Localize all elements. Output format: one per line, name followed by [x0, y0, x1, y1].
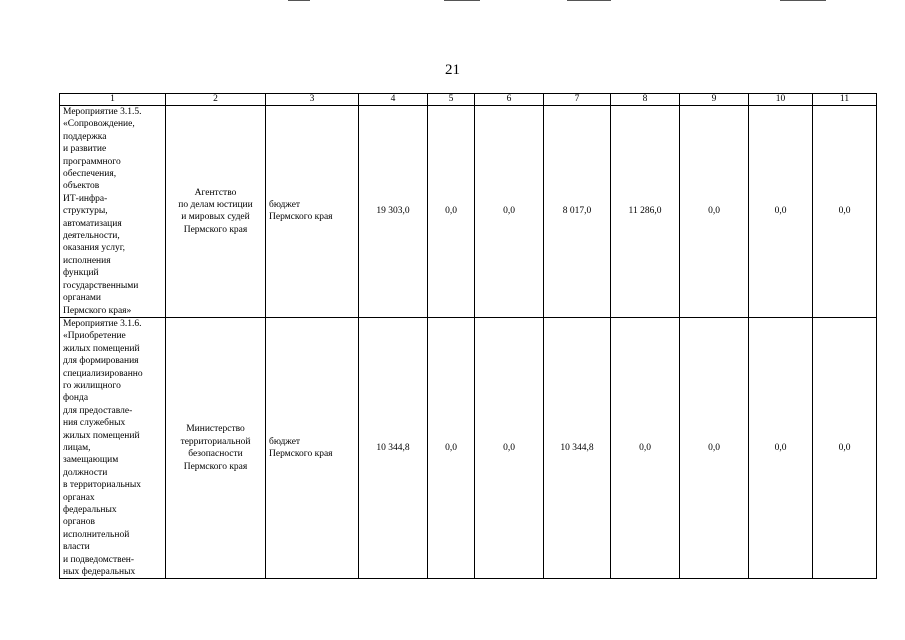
column-number: 5 — [428, 94, 475, 106]
column-number: 1 — [60, 94, 166, 106]
column-number: 3 — [266, 94, 359, 106]
value-cell: 0,0 — [680, 106, 749, 318]
funding-source-cell: бюджет Пермского края — [266, 106, 359, 318]
column-number: 11 — [813, 94, 877, 106]
activity-name-cell: Мероприятие 3.1.6. «Приобретение жилых помещений для формирования специализированно го жилищного фонда для предоставле- ния служебных жилых помещений лицам, замещающим должности в территориальных органах федеральных органов исполнительной власти и подведомствен- ных федеральных — [60, 317, 166, 579]
column-number: 6 — [475, 94, 544, 106]
column-number: 4 — [359, 94, 428, 106]
budget-table — [59, 93, 877, 579]
column-number: 2 — [166, 94, 266, 106]
value-cell: 0,0 — [813, 317, 877, 579]
value-cell: 11 286,0 — [611, 106, 680, 318]
value-cell: 0,0 — [428, 106, 475, 318]
value-cell: 0,0 — [749, 106, 813, 318]
table-row — [60, 317, 877, 579]
table-row — [60, 106, 877, 318]
value-cell: 0,0 — [475, 317, 544, 579]
value-cell: 0,0 — [680, 317, 749, 579]
top-edge-marks — [0, 0, 905, 4]
value-cell: 0,0 — [749, 317, 813, 579]
value-cell: 0,0 — [428, 317, 475, 579]
column-number: 8 — [611, 94, 680, 106]
value-cell: 0,0 — [611, 317, 680, 579]
executor-cell: Агентство по делам юстиции и мировых судей Пермского края — [166, 106, 266, 318]
value-cell: 19 303,0 — [359, 106, 428, 318]
value-cell: 0,0 — [813, 106, 877, 318]
executor-cell: Министерство территориальной безопасности Пермского края — [166, 317, 266, 579]
funding-source-cell: бюджет Пермского края — [266, 317, 359, 579]
column-number-row — [60, 94, 877, 106]
value-cell: 10 344,8 — [359, 317, 428, 579]
activity-name-cell: Мероприятие 3.1.5. «Сопровождение, поддержка и развитие программного обеспечения, объектов ИТ-инфра- структуры, автоматизация деятельности, оказания услуг, исполнения функций государственными органами Пермского края» — [60, 106, 166, 318]
value-cell: 0,0 — [475, 106, 544, 318]
column-number: 7 — [544, 94, 611, 106]
page-number: 21 — [445, 62, 460, 78]
column-number: 10 — [749, 94, 813, 106]
value-cell: 10 344,8 — [544, 317, 611, 579]
value-cell: 8 017,0 — [544, 106, 611, 318]
column-number: 9 — [680, 94, 749, 106]
